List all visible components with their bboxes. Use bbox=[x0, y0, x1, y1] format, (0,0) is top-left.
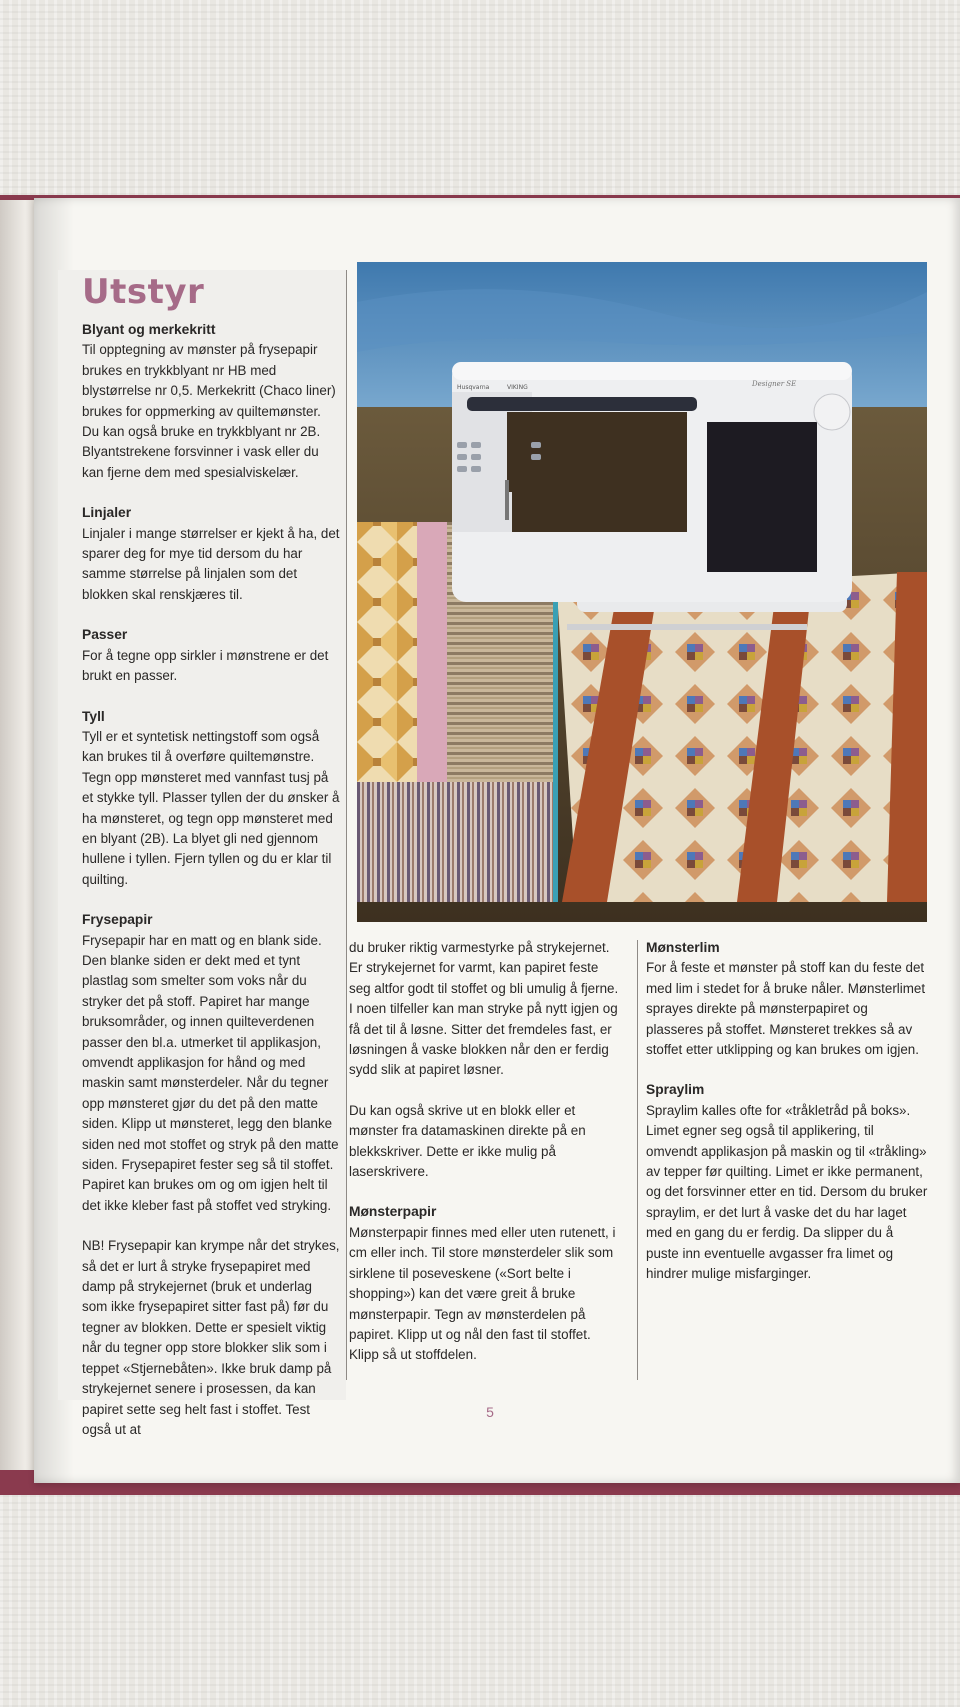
section-heading: Mønsterlim bbox=[646, 940, 720, 955]
section-frysepapir bbox=[82, 910, 340, 1216]
section-text: For å tegne opp sirkler i mønstrene er det brukt en passer. bbox=[82, 647, 329, 684]
column-divider bbox=[346, 270, 347, 1380]
section-passer bbox=[82, 625, 340, 686]
machine-brand2-label: VIKING bbox=[507, 384, 528, 391]
text-column-3 bbox=[646, 938, 928, 1305]
section-heading: Frysepapir bbox=[82, 912, 153, 928]
section-heading: Spraylim bbox=[646, 1082, 705, 1098]
machine-model-label: Designer SE bbox=[752, 380, 797, 388]
section-text: Du kan også skrive ut en blokk eller et mønster fra datamaskinen direkte på en blekkskriver. Dette er ikke mulig på laserskrivere. bbox=[349, 1102, 586, 1180]
section-text: For å feste et mønster på stoff kan du feste det med lim i stedet for å bruke nåler. Mønsterlimet sprayes direkte på mønsterpapiret og plasseres på stoffet. Mønsteret trekkes så av stoffet etter utklipping og kan brukes om igjen. bbox=[646, 960, 926, 1058]
section-text: Spraylim kalles ofte for «tråkletråd på boks». Limet egner seg også til applikering, til omvendt applikasjon på maskin og til «tråkling» av tepper før quilting. Limet er ikke permanent, og det forsvinner etter en tid. Dersom du bruker spraylim, er det lurt å vaske det du har laget med en gang du er ferdig. Da slipper du å puste inn eventuelle avgasser fra limet og hindrer mulige misfarginger. bbox=[646, 1102, 928, 1282]
section-monsterpapir bbox=[349, 1202, 621, 1365]
text-column-2 bbox=[349, 938, 621, 1386]
section-heading: Linjaler bbox=[82, 505, 132, 521]
machine-brand-label: Husqvarna bbox=[457, 384, 490, 391]
section-text: du bruker riktig varmestyrke på strykejernet. Er strykejernet for varmt, kan papiret feste seg altfor godt til stoffet og bli umulig å fjerne. I noen tilfeller kan man stryke på nytt igjen og få det til å løsne. Sitter det fremdeles fast, er løsningen å vaske blokken når den er ferdig sydd slik at papiret løsner. bbox=[349, 940, 619, 1078]
section-text: Linjaler i mange størrelser er kjekt å ha, det sparer deg for mye tid dersom du har samme størrelse på linjalen som det blokken skal renskjæres til. bbox=[82, 525, 340, 602]
section-text: Mønsterpapir finnes med eller uten rutenett, i cm eller inch. Til store mønsterdeler slik som sirklene til poseveskene («Sort belte i shopping») kan det være greit å bruke mønsterpapir. Tegn av mønsterdelen på papiret. Klipp ut og nål den fast til stoffet. Klipp så ut stoffdelen. bbox=[349, 1224, 616, 1363]
section-blyant bbox=[82, 320, 340, 483]
section-text: Tyll er et syntetisk nettingstoff som også kan brukes til å overføre quiltemønstre. Tegn opp mønsteret med vannfast tusj på et stykke tyll. Plasser tyllen der du ønsker å ha mønsteret, og tegn opp mønsteret med en blyant (2B). La blyet gli ned gjennom hullene i tyllen. Fjern tyllen og du er klar til quilting. bbox=[82, 728, 340, 887]
left-page-edge bbox=[0, 200, 36, 1470]
page-title: Utstyr bbox=[82, 272, 205, 312]
section-frysepapir-cont bbox=[349, 938, 621, 1081]
section-heading: Mønsterpapir bbox=[349, 1204, 437, 1220]
section-nb-note bbox=[82, 1236, 340, 1440]
section-text: Frysepapir har en matt og en blank side. Den blanke siden er dekt med et tynt plastlag som smelter som voks når du stryker det på stoff. Papiret har mange bruksområder, og innen quilteverdenen passer den bl.a. utmerket til applikasjon, omvendt applikasjon for hånd og med maskin samt mønsterdeler. Når du tegner opp mønsteret gjør du det på den matte siden. Klipp ut mønsteret, legg den blanke siden ned mot stoffet og stryk på den matte siden. Frysepapiret fester seg så til stoffet. Papiret kan brukes om og om igjen helt til det ikke kleber fast på stoffet ved stryking. bbox=[82, 932, 339, 1213]
section-text: NB! Frysepapir kan krympe når det strykes, så det er lurt å stryke frysepapiret med damp på strykejernet (bruk et underlag som ikke frysepapiret sitter fast på) før du tegner av blokken. Dette er spesielt viktig når du tegner opp store blokker slik som i teppet «Stjernebåten». Ikke bruk damp på strykejernet senere i prosessen, da kan papiret sette seg helt fast i stoffet. Test også ut at bbox=[82, 1238, 340, 1437]
sewing-machine-photo bbox=[357, 262, 927, 922]
text-column-1 bbox=[82, 320, 340, 1460]
section-heading: Tyll bbox=[82, 708, 105, 724]
section-text: Til opptegning av mønster på frysepapir brukes en trykkblyant nr HB med blystørrelse nr 0,5. Merkekritt (Chaco liner) brukes for oppmerking av quiltemønster. Du kan også bruke en trykkblyant nr 2B. Blyantstrekene forsvinner i vask eller du kan fjerne dem med spesialviskelær. bbox=[82, 342, 336, 480]
section-monsterlim bbox=[646, 938, 928, 1060]
section-heading: Blyant og merkekritt bbox=[82, 322, 216, 337]
page-number: 5 bbox=[486, 1404, 494, 1420]
section-heading: Passer bbox=[82, 627, 128, 643]
section-spraylim bbox=[646, 1080, 928, 1284]
column-divider bbox=[637, 940, 638, 1380]
section-tyll bbox=[82, 707, 340, 891]
section-blekkskriver bbox=[349, 1101, 621, 1183]
section-linjaler bbox=[82, 503, 340, 605]
